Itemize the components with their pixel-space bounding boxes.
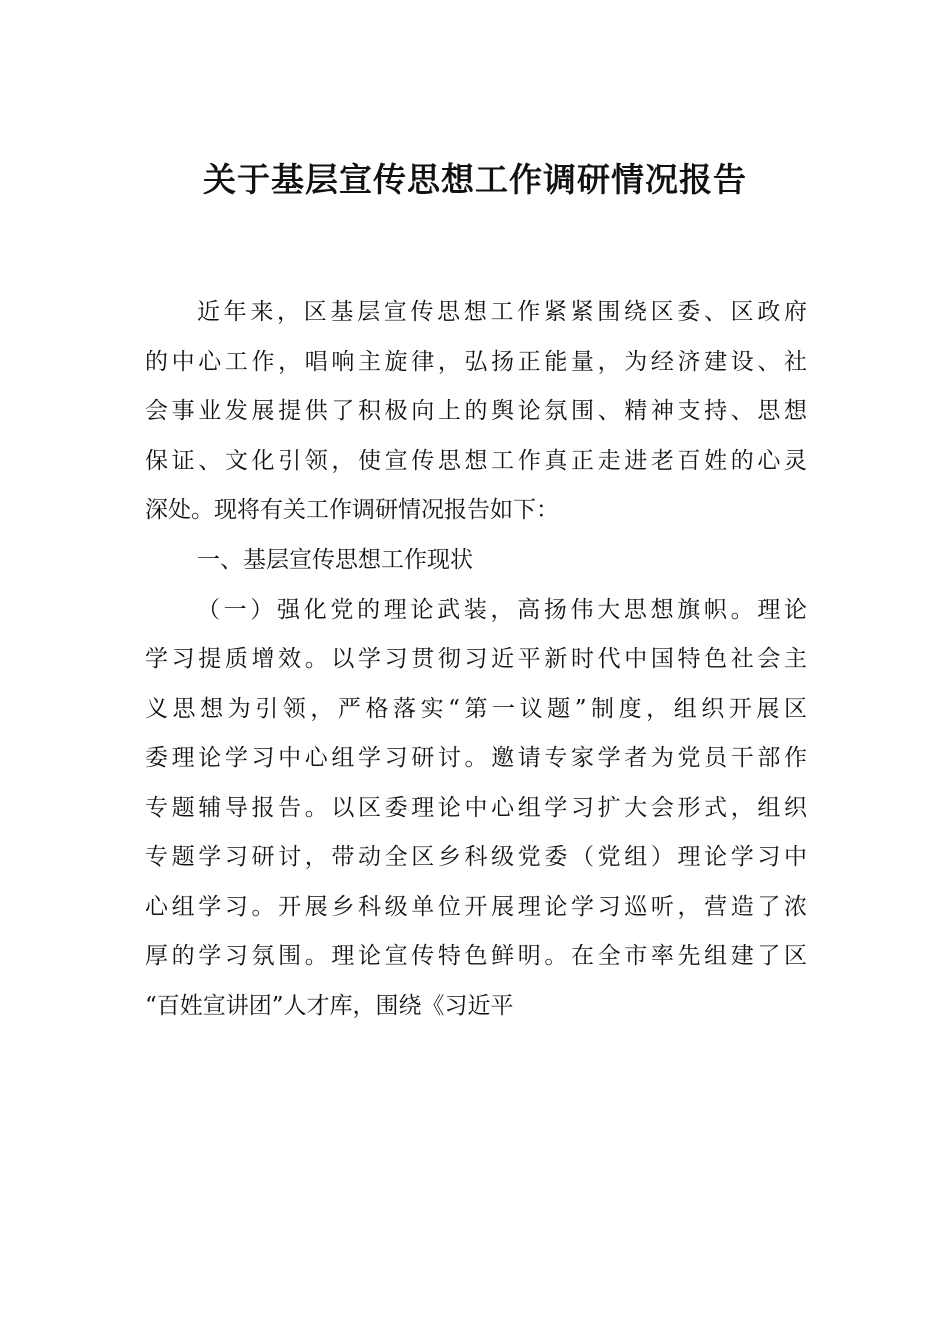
paragraph-line: 近年来，区基层宣传思想工作紧紧围绕区委、区政府 — [197, 299, 807, 325]
paragraph-line: 会事业发展提供了积极向上的舆论氛围、精神支持、思想 — [145, 398, 807, 424]
paragraph-line: （一）强化党的理论武装，高扬伟大思想旗帜。理论 — [197, 597, 807, 623]
section-heading: 一、基层宣传思想工作现状 — [197, 547, 473, 573]
paragraph-line: 心组学习。开展乡科级单位开展理论学习巡听，营造了浓 — [145, 894, 807, 920]
paragraph-line: 深处。现将有关工作调研情况报告如下： — [145, 497, 559, 523]
document-title: 关于基层宣传思想工作调研情况报告 — [203, 160, 747, 199]
paragraph-line: 专题学习研讨，带动全区乡科级党委（党组）理论学习中 — [145, 844, 807, 870]
paragraph-line: 学习提质增效。以学习贯彻习近平新时代中国特色社会主 — [145, 646, 807, 672]
paragraph-line: 委理论学习中心组学习研讨。邀请专家学者为党员干部作 — [145, 745, 807, 771]
paragraph-line: 专题辅导报告。以区委理论中心组学习扩大会形式，组织 — [145, 795, 807, 821]
paragraph-line: 厚的学习氛围。理论宣传特色鲜明。在全市率先组建了区 — [145, 943, 807, 969]
paragraph-line: 的中心工作，唱响主旋律，弘扬正能量，为经济建设、社 — [145, 349, 807, 375]
paragraph-line: 保证、文化引领，使宣传思想工作真正走进老百姓的心灵 — [145, 448, 807, 474]
paragraph-line: 义思想为引领，严格落实“第一议题”制度，组织开展区 — [145, 696, 807, 722]
paragraph-line: “百姓宣讲团”人才库，围绕《习近平 — [145, 993, 514, 1019]
